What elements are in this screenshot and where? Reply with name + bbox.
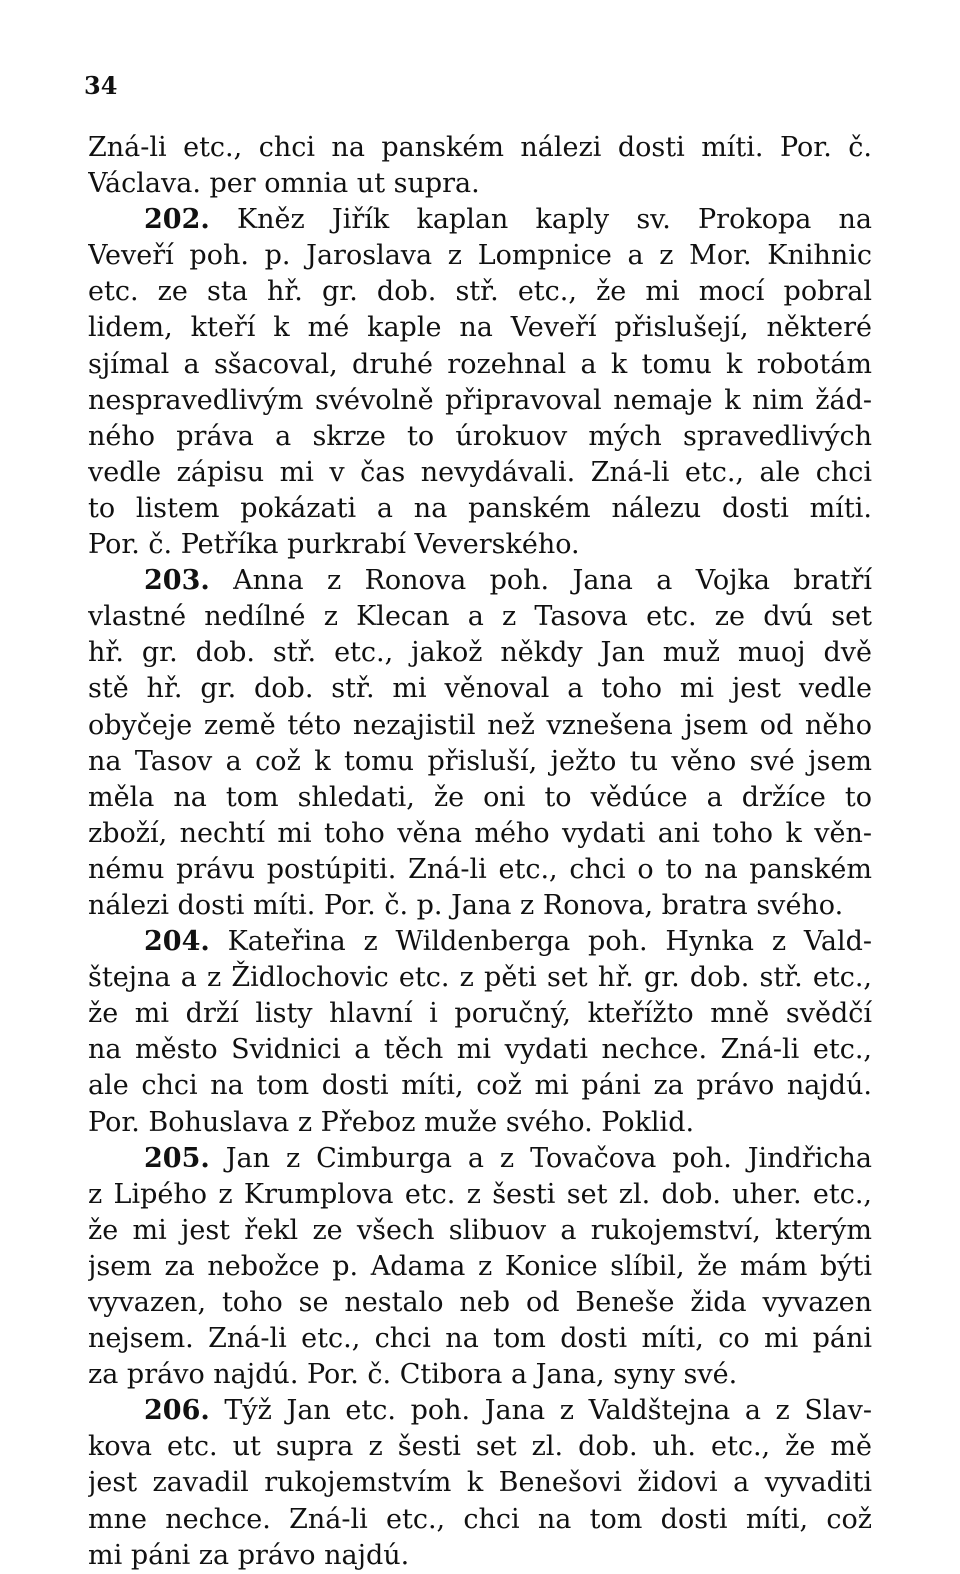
text-line xyxy=(88,1249,872,1285)
line-text: Václava. per omnia ut supra. xyxy=(88,168,480,200)
text-line xyxy=(88,1538,872,1574)
line-text: obyčeje země této nezajistil než vznešena jsem od něho xyxy=(88,709,872,741)
text-line xyxy=(88,1321,872,1357)
line-text: vyvazen, toho se nestalo neb od Beneše žida vyvazen xyxy=(88,1287,872,1318)
text-line xyxy=(88,852,872,888)
line-text: Kněz Jiřík kaplan kaply sv. Prokopa na xyxy=(209,204,872,236)
text-line xyxy=(88,1357,872,1393)
line-text: Por. Bohuslava z Přeboz muže svého. Poklid. xyxy=(88,1106,695,1138)
line-text: to listem pokázati a na panském nálezu dosti míti. xyxy=(88,492,872,524)
line-text: vedle zápisu mi v čas nevydávali. Zná-li etc., ale chci xyxy=(88,456,872,488)
text-line xyxy=(88,924,872,960)
line-text: Týž Jan etc. poh. Jana z Valdštejna a z Slav- xyxy=(209,1395,872,1427)
text-line xyxy=(88,491,872,527)
line-text: za právo najdú. Por. č. Ctibora a Jana, syny své. xyxy=(88,1359,738,1391)
text-line xyxy=(88,202,872,238)
text-line xyxy=(88,1393,872,1429)
text-line xyxy=(88,780,872,816)
text-line xyxy=(88,1502,872,1538)
text-line xyxy=(88,1177,872,1213)
line-text: že mi drží listy hlavní i poručný, kteřížto mně svědčí xyxy=(88,998,872,1030)
line-text: Zná-li etc., chci na panském nálezi dosti míti. Por. č. xyxy=(88,132,872,163)
line-text: že mi jest řekl ze všech slibuov a rukojemství, kterým xyxy=(88,1214,872,1246)
line-text: sjímal a sšacoval, druhé rozehnal a k tomu k robotám xyxy=(88,348,872,380)
text-line xyxy=(88,527,872,563)
entry-number: 205. xyxy=(144,1142,210,1174)
text-line xyxy=(88,130,872,166)
text-line xyxy=(88,1429,872,1465)
text-line xyxy=(88,1105,872,1141)
text-line xyxy=(88,1032,872,1068)
line-text: z Lipého z Krumplova etc. z šesti set zl. dob. uher. etc., xyxy=(88,1178,872,1210)
line-text: mi páni za právo najdú. xyxy=(88,1539,410,1571)
line-text: na město Svidnici a těch mi vydati nechce. Zná-li etc., xyxy=(88,1034,872,1066)
text-line xyxy=(88,1285,872,1321)
line-text: na Tasov a což k tomu přisluší, ježto tu věno své jsem xyxy=(88,745,872,777)
text-line xyxy=(88,888,872,924)
line-text: hř. gr. dob. stř. etc., jakož někdy Jan muž muoj dvě xyxy=(88,637,872,669)
text-line xyxy=(88,347,872,383)
line-text: nálezi dosti míti. Por. č. p. Jana z Ronova, bratra svého. xyxy=(88,889,844,921)
text-line xyxy=(88,599,872,635)
text-line xyxy=(88,1141,872,1177)
text-line xyxy=(88,455,872,491)
line-text: ale chci na tom dosti míti, což mi páni za právo najdú. xyxy=(88,1070,872,1102)
line-text: nejsem. Zná-li etc., chci na tom dosti míti, co mi páni xyxy=(88,1323,872,1355)
entry-number: 202. xyxy=(144,204,210,236)
text-line xyxy=(88,238,872,274)
text-line xyxy=(88,816,872,852)
entry-number: 203. xyxy=(144,565,210,597)
text-line xyxy=(88,635,872,671)
line-text: stě hř. gr. dob. stř. mi věnoval a toho mi jest vedle xyxy=(88,673,872,705)
line-text: Jan z Cimburga a z Tovačova poh. Jindřicha xyxy=(209,1142,872,1174)
line-text: lidem, kteří k mé kaple na Veveří přislušejí, některé xyxy=(88,312,872,344)
line-text: nespravedlivým svévolně připravoval nemaje k nim žád- xyxy=(88,384,872,416)
text-line xyxy=(88,383,872,419)
entry-number: 204. xyxy=(144,926,210,958)
line-text: Veveří poh. p. Jaroslava z Lompnice a z Mor. Knihnic xyxy=(88,240,872,272)
line-text: Kateřina z Wildenberga poh. Hynka z Vald- xyxy=(209,926,872,958)
line-text: mne nechce. Zná-li etc., chci na tom dosti míti, což xyxy=(88,1503,872,1535)
text-line xyxy=(88,996,872,1032)
line-text: Anna z Ronova poh. Jana a Vojka bratří xyxy=(209,565,872,597)
line-text: štejna a z Židlochovic etc. z pěti set hř. gr. dob. stř. etc., xyxy=(88,962,872,994)
line-text: kova etc. ut supra z šesti set zl. dob. uh. etc., že mě xyxy=(88,1431,872,1463)
line-text: Por. č. Petříka purkrabí Veverského. xyxy=(88,529,580,561)
page-number: 34 xyxy=(84,71,118,100)
text-line xyxy=(88,708,872,744)
text-line xyxy=(88,1465,872,1501)
entry-number: 206. xyxy=(144,1395,210,1427)
text-line xyxy=(88,960,872,996)
text-line xyxy=(88,274,872,310)
text-line xyxy=(88,166,872,202)
text-line xyxy=(88,419,872,455)
text-line xyxy=(88,310,872,346)
text-line xyxy=(88,1213,872,1249)
text-line xyxy=(88,1068,872,1104)
line-text: nému právu postúpiti. Zná-li etc., chci o to na panském xyxy=(88,853,872,885)
line-text: vlastné nedílné z Klecan a z Tasova etc. ze dvú set xyxy=(88,601,872,633)
line-text: etc. ze sta hř. gr. dob. stř. etc., že mi mocí pobral xyxy=(88,276,872,308)
line-text: měla na tom shledati, že oni to vědúce a držíce to xyxy=(88,781,872,813)
text-line xyxy=(88,744,872,780)
body-text xyxy=(88,130,872,1574)
text-line xyxy=(88,671,872,707)
line-text: jsem za nebožce p. Adama z Konice slíbil, že mám býti xyxy=(88,1250,872,1282)
line-text: jest zavadil rukojemstvím k Benešovi židovi a vyvaditi xyxy=(88,1467,872,1499)
line-text: ného práva a skrze to úrokuov mých spravedlivých xyxy=(88,420,872,452)
line-text: zboží, nechtí mi toho věna mého vydati ani toho k věn- xyxy=(88,817,872,849)
text-line xyxy=(88,563,872,599)
